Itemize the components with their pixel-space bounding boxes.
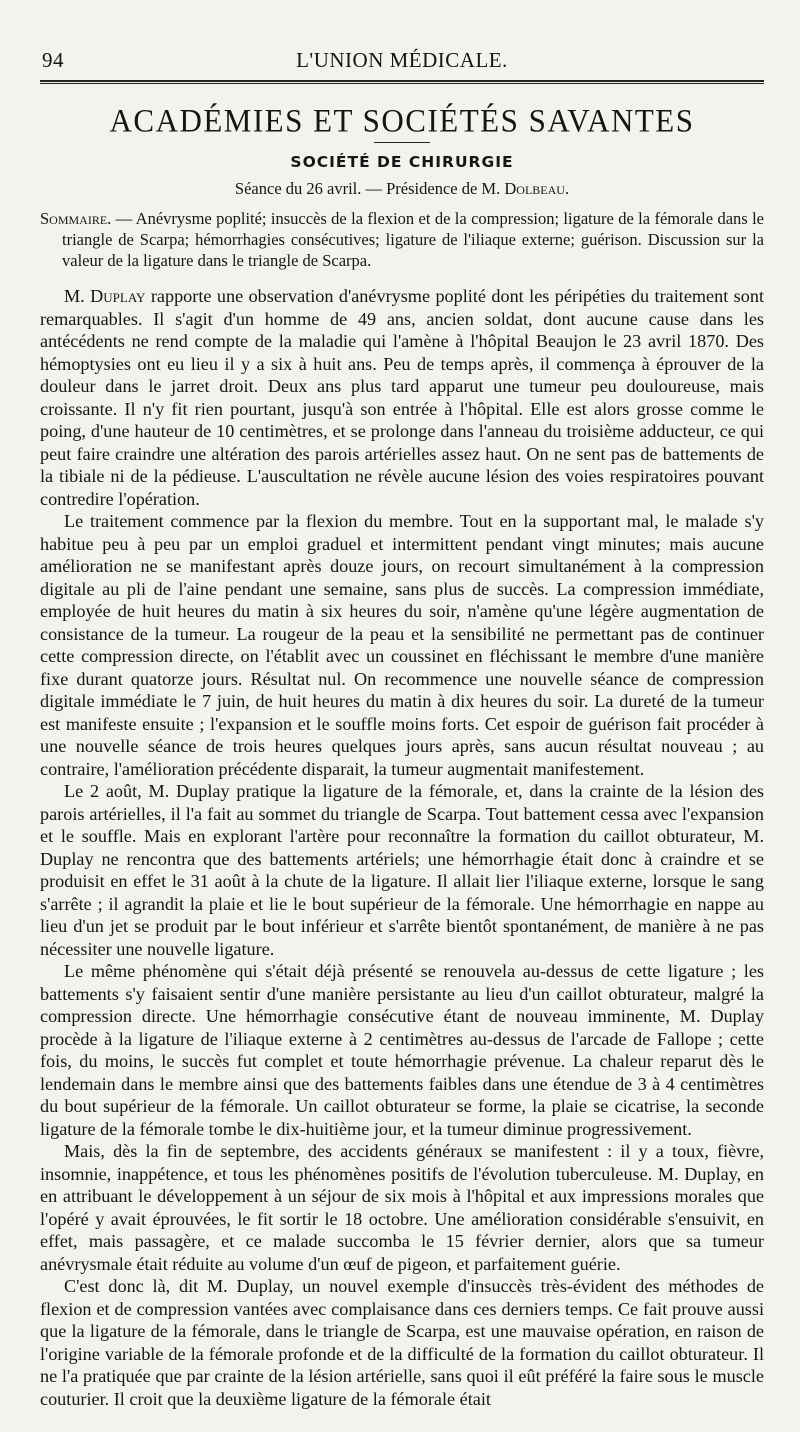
journal-title: L'UNION MÉDICALE. <box>296 48 508 72</box>
society-name: SOCIÉTÉ DE CHIRURGIE <box>290 153 514 171</box>
paragraph-text: Mais, dès la fin de septembre, des accidents généraux se manifestent : il y a toux, fièvre, insomnie, inappétence, et tous les phénomènes positifs de l'évolution tuberculeuse. M. Duplay, en en attribuant le développement à un séjour de six mois à l'hôpital et aux impressions morales que l'opéré y avait éprouvées, le fit sortir le 18 octobre. Une amélioration considérable s'ensuivit, en effet, mais passagère, et ce malade succomba le 15 février dernier, alors que sa tumeur anévrysmale était réduite au volume d'un œuf de pigeon, et parfaitement guérie. <box>40 1141 764 1274</box>
paragraph-text: C'est donc là, dit M. Duplay, un nouvel exemple d'insuccès très-évident des méthodes de flexion et de compression vantées avec complaisance dans ces derniers temps. Ce fait prouve aussi que la ligature de la fémorale, dans le triangle de Scarpa, est une mauvaise opération, en raison de l'origine variable de la fémorale profonde et de la difficulté de la formation du caillot obturateur. Il ne l'a pratiquée que par crainte de la lésion artérielle, sans quoi il eût préféré la faire sous le muscle couturier. Il croit que la deuxième ligature de la fémorale était <box>40 1276 764 1409</box>
page-number: 94 <box>42 48 64 72</box>
president-name: Dolbeau <box>504 179 565 198</box>
lead-name: M. Duplay <box>64 286 146 306</box>
paragraph-5 <box>40 1140 764 1275</box>
paragraph-2 <box>40 510 764 780</box>
paragraph-text: Le traitement commence par la flexion du membre. Tout en la supportant mal, le malade s'y habitue peu à peu par un emploi graduel et intermittent pendant vingt minutes; mais aucune amélioration ne se manifestant après douze jours, on recourt simultanément à la compression digitale au pli de l'aine pendant une semaine, sans plus de succès. La compression immédiate, employée de huit heures du matin à six heures du soir, n'amène qu'une légère augmentation de consistance de la tumeur. La rougeur de la peau et la sensibilité ne permettant pas de continuer cette compression directe, on l'établit avec un coussinet en fléchissant le membre d'une manière fixe durant quatorze jours. Résultat nul. On recommence une nouvelle séance de compression digitale immédiate le 7 juin, de huit heures du matin à dix heures du soir. La dureté de la tumeur est manifeste ensuite ; l'expansion et le souffle moins forts. Cet espoir de guérison fait procéder à une nouvelle séance de trois heures quelques jours après, sans aucun résultat nouveau ; au contraire, l'amélioration précédente disparait, la tumeur augmentait manifestement. <box>40 511 764 779</box>
session-line <box>40 179 764 199</box>
title-divider <box>374 142 430 143</box>
section-title: ACADÉMIES ET SOCIÉTÉS SAVANTES <box>109 102 695 139</box>
header-rule <box>40 80 764 84</box>
paragraph-1 <box>40 285 764 510</box>
paragraph-4 <box>40 960 764 1140</box>
summary <box>40 208 764 271</box>
running-head <box>40 40 764 74</box>
paragraph-text: Le même phénomène qui s'était déjà présenté se renouvela au-dessus de cette ligature ; les battements s'y faisaient sentir d'une manière persistante au lieu d'un caillot obturateur, malgré la compression directe. Une hémorrhagie consécutive étant de nouveau imminente, M. Duplay procède à la ligature de l'iliaque externe à 2 centimètres au-dessus de l'arcade de Fallope ; cette fois, du moins, le succès fut complet et toute hémorrhagie prévenue. La chaleur reparut dès le lendemain dans le membre ainsi que des battements faibles dans une étendue de 3 à 4 centimètres du bout supérieur de la fémorale. Un caillot obturateur se forme, la plaie se cicatrise, la seconde ligature de la fémorale tombe le dix-huitième jour, et la tumeur diminue progressivement. <box>40 961 764 1139</box>
session-text: Séance du 26 avril. — Présidence de M. <box>234 179 505 198</box>
paragraph-3 <box>40 780 764 960</box>
article-body <box>40 285 764 1410</box>
session-end: . <box>564 179 570 198</box>
paragraph-6 <box>40 1275 764 1410</box>
summary-label: Sommaire. <box>40 209 112 228</box>
summary-text: — Anévrysme poplité; insuccès de la flexion et de la compression; ligature de la fémorale dans le triangle de Scarpa; hémorrhagies consécutives; ligature de l'iliaque externe; guérison. Discussion sur la valeur de la ligature dans le triangle de Scarpa. <box>62 209 764 270</box>
paragraph-text: rapporte une observation d'anévrysme poplité dont les péripéties du traitement sont remarquables. Il s'agit d'un homme de 49 ans, ancien soldat, dont aucune cause dans les antécédents ne rend compte de la maladie qui l'amène à l'hôpital Beaujon le 23 avril 1870. Des hémoptysies ont eu lieu il y a six à huit ans. Peu de temps après, il commença à éprouver de la douleur dans le jarret droit. Deux ans plus tard apparut une tumeur peu douloureuse, mais croissante. Il n'y fit rien pourtant, jusqu'à son entrée à l'hôpital. Elle est alors grosse comme le poing, d'une hauteur de 10 centimètres, et se prolonge dans l'anneau du troisième adducteur, ce qui peut faire craindre une altération des parois artérielles assez haut. On ne sent pas de battements de la tibiale ni de la pédieuse. L'auscultation ne révèle aucune lésion des voies respiratoires pouvant contredire l'opération. <box>40 286 765 509</box>
paragraph-text: Le 2 août, M. Duplay pratique la ligature de la fémorale, et, dans la crainte de la lésion des parois artérielles, il l'a fait au sommet du triangle de Scarpa. Tout battement cessa avec l'expansion et le souffle. Mais en explorant l'artère pour reconnaître la formation du caillot obturateur, M. Duplay ne rencontra que des battements artériels; une hémorrhagie était donc à craindre et se produisit en effet le 31 août à la chute de la ligature. Il allait lier l'iliaque externe, lorsque le sang s'arrête ; il agrandit la plaie et lie le bout supérieur de la fémorale. Une hémorrhagie en nappe au lieu d'un jet se produit par le bout inférieur et s'arrête bientôt spontanément, de manière à ne pas nécessiter une nouvelle ligature. <box>40 781 764 959</box>
